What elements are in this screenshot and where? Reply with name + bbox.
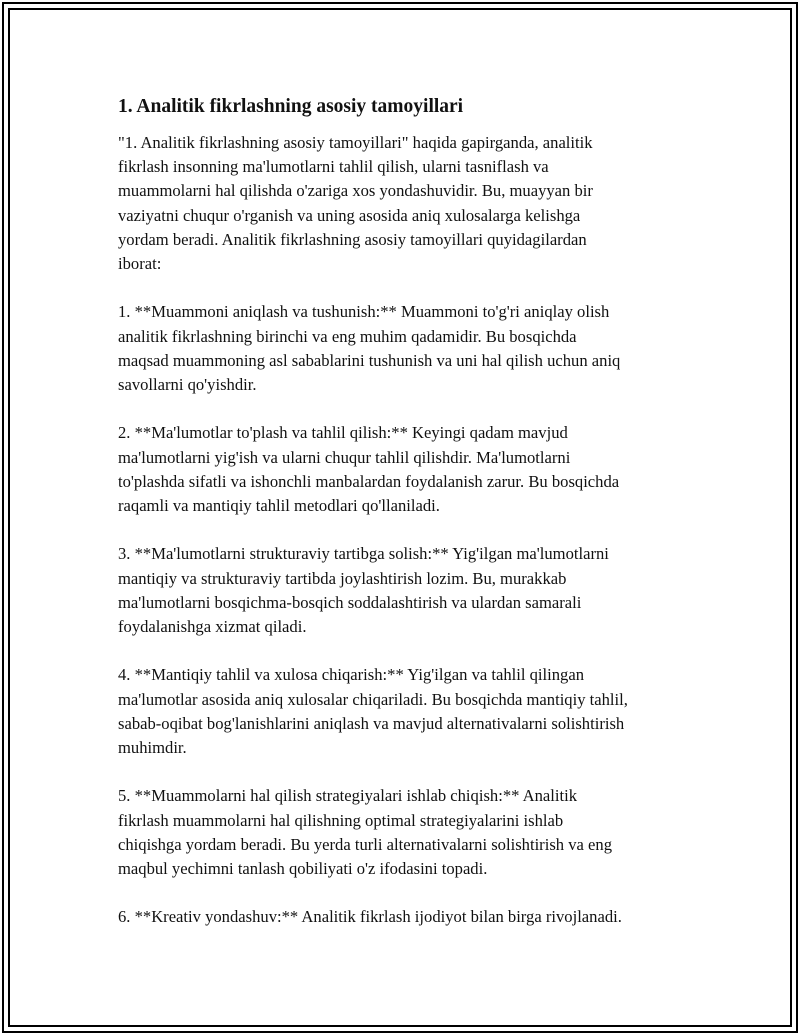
intro-paragraph: [118, 131, 698, 276]
text-line: "1. Analitik fikrlashning asosiy tamoyillari" haqida gapirganda, analitik: [118, 133, 593, 152]
text-line: 2. **Ma'lumotlar to'plash va tahlil qilish:** Keyingi qadam mavjud: [118, 423, 568, 443]
principle-paragraph-4: [118, 663, 698, 760]
principle-paragraph-2: [118, 421, 698, 518]
text-line: ma'lumotlarni yig'ish va ularni chuqur tahlil qilishdir. Ma'lumotlarni: [118, 447, 571, 467]
text-line: iborat:: [118, 254, 162, 274]
text-line: maqbul yechimni tanlash qobiliyati o'z ifodasini topadi.: [118, 859, 488, 879]
text-line: to'plashda sifatli va ishonchli manbalardan foydalanish zarur. Bu bosqichda: [118, 471, 620, 491]
principle-paragraph-5: [118, 784, 698, 881]
text-line: 3. **Ma'lumotlarni strukturaviy tartibga solish:** Yig'ilgan ma'lumotlarni: [118, 544, 609, 564]
text-line: sabab-oqibat bog'lanishlarini aniqlash va mavjud alternativalarni solishtirish: [118, 713, 625, 733]
text-line: raqamli va mantiqiy tahlil metodlari qo'llaniladi.: [118, 496, 440, 516]
text-line: ma'lumotlar asosida aniq xulosalar chiqariladi. Bu bosqichda mantiqiy tahlil,: [118, 689, 628, 709]
principle-paragraph-3: [118, 542, 698, 639]
text-line: maqsad muammoning asl sabablarini tushunish va uni hal qilish uchun aniq: [118, 350, 621, 370]
text-line: 5. **Muammolarni hal qilish strategiyalari ishlab chiqish:** Analitik: [118, 786, 578, 806]
document-body: [118, 93, 698, 954]
text-line: 4. **Mantiqiy tahlil va xulosa chiqarish:** Yig'ilgan va tahlil qilingan: [118, 665, 585, 685]
text-line: yordam beradi. Analitik fikrlashning asosiy tamoyillari quyidagilardan: [118, 229, 587, 249]
section-title: 1. Analitik fikrlashning asosiy tamoyillari: [118, 96, 464, 117]
text-line: 1. **Muammoni aniqlash va tushunish:** Muammoni to'g'ri aniqlay olish: [118, 302, 610, 322]
text-line: mantiqiy va strukturaviy tartibda joylashtirish lozim. Bu, murakkab: [118, 568, 567, 588]
text-line: foydalanishga xizmat qiladi.: [118, 617, 307, 637]
text-line: muhimdir.: [118, 738, 187, 758]
principle-paragraph-1: [118, 300, 698, 397]
text-line: fikrlash muammolarni hal qilishning optimal strategiyalarini ishlab: [118, 810, 564, 830]
text-line: chiqishga yordam beradi. Bu yerda turli alternativalarni solishtirish va eng: [118, 834, 612, 854]
text-line: 6. **Kreativ yondashuv:** Analitik fikrlash ijodiyot bilan birga rivojlanadi.: [118, 907, 622, 927]
principle-paragraph-6: [118, 905, 698, 929]
text-line: analitik fikrlashning birinchi va eng muhim qadamidir. Bu bosqichda: [118, 326, 577, 346]
text-line: ma'lumotlarni bosqichma-bosqich soddalashtirish va ulardan samarali: [118, 592, 582, 612]
text-line: fikrlash insonning ma'lumotlarni tahlil qilish, ularni tasniflash va: [118, 157, 549, 177]
text-line: savollarni qo'yishdir.: [118, 375, 257, 395]
text-line: vaziyatni chuqur o'rganish va uning asosida aniq xulosalarga kelishga: [118, 205, 581, 225]
text-line: muammolarni hal qilishda o'zariga xos yondashuvidir. Bu, muayyan bir: [118, 181, 593, 201]
